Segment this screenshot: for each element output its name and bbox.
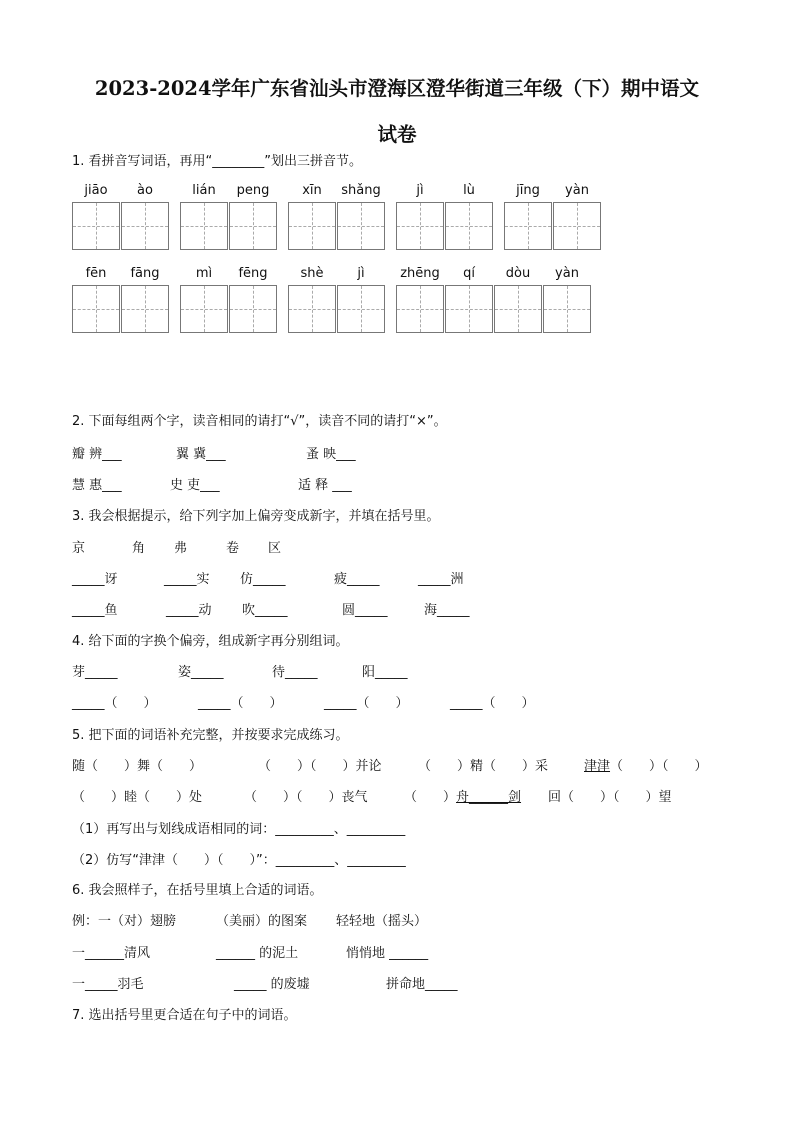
writing-cell[interactable]	[229, 285, 277, 333]
writing-cell[interactable]	[504, 202, 552, 250]
q5-idiom: （ ）精（ ）采	[418, 759, 549, 774]
q4-prompt: 4. 给下面的字换个偏旁，组成新字再分别组词。	[72, 634, 349, 649]
q2-item: 翼 冀___	[176, 447, 226, 462]
q5-idiom-underlined: 津津（ ）（ ）	[584, 759, 708, 774]
q5-idiom: （ ）（ ）并论	[258, 759, 382, 774]
q3-prompt: 3. 我会根据提示，给下列字加上偏旁变成新字，并填在括号里。	[72, 509, 440, 524]
pinyin-label: ào	[137, 183, 153, 198]
q4-blank: _____（ ）	[72, 696, 157, 711]
q3-blank: 吹_____	[242, 603, 288, 618]
writing-cell[interactable]	[229, 202, 277, 250]
q3-blank: 疲_____	[334, 572, 380, 587]
writing-cell[interactable]	[553, 202, 601, 250]
pinyin-label: jiāo	[84, 183, 108, 198]
pinyin-label: yàn	[555, 266, 579, 281]
q3-blank: _____讶	[72, 572, 118, 587]
q3-hint: 卷	[226, 541, 240, 556]
writing-cell[interactable]	[72, 285, 120, 333]
q4-blank: _____（ ）	[198, 696, 283, 711]
q6-prompt: 6. 我会照样子，在括号里填上合适的词语。	[72, 883, 323, 898]
q6-example: 轻轻地（摇头）	[336, 914, 428, 929]
q3-blank: _____鱼	[72, 603, 118, 618]
pinyin-label: shǎng	[341, 183, 381, 198]
pinyin-label: zhēng	[400, 266, 440, 281]
writing-cell[interactable]	[494, 285, 542, 333]
q6-item: 一______清风	[72, 946, 151, 961]
q6-item: _____ 的废墟	[234, 977, 310, 992]
q3-blank: _____实	[164, 572, 210, 587]
q3-blank: _____洲	[418, 572, 464, 587]
pinyin-label: yàn	[565, 183, 589, 198]
q3-hint: 弗	[174, 541, 188, 556]
pinyin-label: fēn	[85, 266, 107, 281]
q6-item: 拼命地_____	[386, 977, 458, 992]
q5-idiom: 回（ ）（ ）望	[548, 790, 672, 805]
q5-idiom: 随（ ）舞（ ）	[72, 759, 203, 774]
q3-hint: 京	[72, 541, 86, 556]
pinyin-label: lián	[192, 183, 216, 198]
q5-sub1: （1）再写出与划线成语相同的词：_________、_________	[72, 822, 406, 837]
pinyin-label: shè	[300, 266, 324, 281]
q4-char: 姿_____	[178, 665, 224, 680]
writing-cell[interactable]	[121, 285, 169, 333]
q2-item: 史 吏___	[170, 478, 220, 493]
q3-hint: 角	[132, 541, 146, 556]
q4-char: 阳_____	[362, 665, 408, 680]
q6-example: 例：一（对）翅膀	[72, 914, 177, 929]
writing-cell[interactable]	[396, 202, 444, 250]
q6-item: ______ 的泥土	[216, 946, 299, 961]
q7-prompt: 7. 选出括号里更合适在句子中的词语。	[72, 1008, 297, 1023]
writing-cell[interactable]	[288, 285, 336, 333]
q6-example: （美丽）的图案	[216, 914, 308, 929]
exam-title	[60, 66, 734, 158]
q4-char: 待_____	[272, 665, 318, 680]
writing-cell[interactable]	[445, 202, 493, 250]
writing-cell[interactable]	[445, 285, 493, 333]
writing-cell[interactable]	[396, 285, 444, 333]
writing-cell[interactable]	[121, 202, 169, 250]
q3-blank: 仿_____	[240, 572, 286, 587]
pinyin-label: jīng	[516, 183, 540, 198]
q5-idiom: （ ）（ ）丧气	[244, 790, 368, 805]
exam-title-line2: 试卷	[377, 123, 417, 146]
q2-prompt: 2. 下面每组两个字，读音相同的请打“√”，读音不同的请打“×”。	[72, 414, 447, 429]
pinyin-label: qí	[463, 266, 475, 281]
pinyin-label: jì	[416, 183, 424, 198]
q2-item: 蚤 映___	[306, 447, 356, 462]
q3-hint: 区	[268, 541, 282, 556]
q2-item: 瓣 辨___	[72, 447, 122, 462]
q5-sub2: （2）仿写“津津（ ）（ ）”：_________、_________	[72, 853, 406, 868]
pinyin-label: lù	[463, 183, 475, 198]
writing-cell[interactable]	[337, 285, 385, 333]
pinyin-label: jì	[357, 266, 365, 281]
pinyin-label: peng	[236, 183, 270, 198]
writing-cell[interactable]	[72, 202, 120, 250]
q6-item: 一_____羽毛	[72, 977, 144, 992]
q1-prompt: 1. 看拼音写词语，再用“________”划出三拼音节。	[72, 154, 363, 169]
q4-blank: _____（ ）	[450, 696, 535, 711]
q4-char: 芽_____	[72, 665, 118, 680]
q5-idiom-underlined: （ ）舟______剑	[404, 790, 522, 805]
q3-blank: 圆_____	[342, 603, 388, 618]
q5-idiom: （ ）睦（ ）处	[72, 790, 203, 805]
pinyin-label: dòu	[505, 266, 531, 281]
pinyin-label: fēng	[238, 266, 268, 281]
writing-cell[interactable]	[543, 285, 591, 333]
q6-item: 悄悄地 ______	[346, 946, 429, 961]
q3-blank: 海_____	[424, 603, 470, 618]
q2-item: 慧 惠___	[72, 478, 122, 493]
writing-cell[interactable]	[337, 202, 385, 250]
pinyin-label: fāng	[130, 266, 160, 281]
q4-blank: _____（ ）	[324, 696, 409, 711]
writing-cell[interactable]	[180, 202, 228, 250]
writing-cell[interactable]	[180, 285, 228, 333]
exam-title-line1: 2023-2024学年广东省汕头市澄海区澄华街道三年级（下）期中语文	[94, 77, 700, 100]
pinyin-label: xīn	[302, 183, 322, 198]
q2-item: 适 释 ___	[298, 478, 352, 493]
pinyin-label: mì	[195, 266, 213, 281]
q5-prompt: 5. 把下面的词语补充完整，并按要求完成练习。	[72, 728, 349, 743]
q3-blank: _____动	[166, 603, 212, 618]
writing-cell[interactable]	[288, 202, 336, 250]
